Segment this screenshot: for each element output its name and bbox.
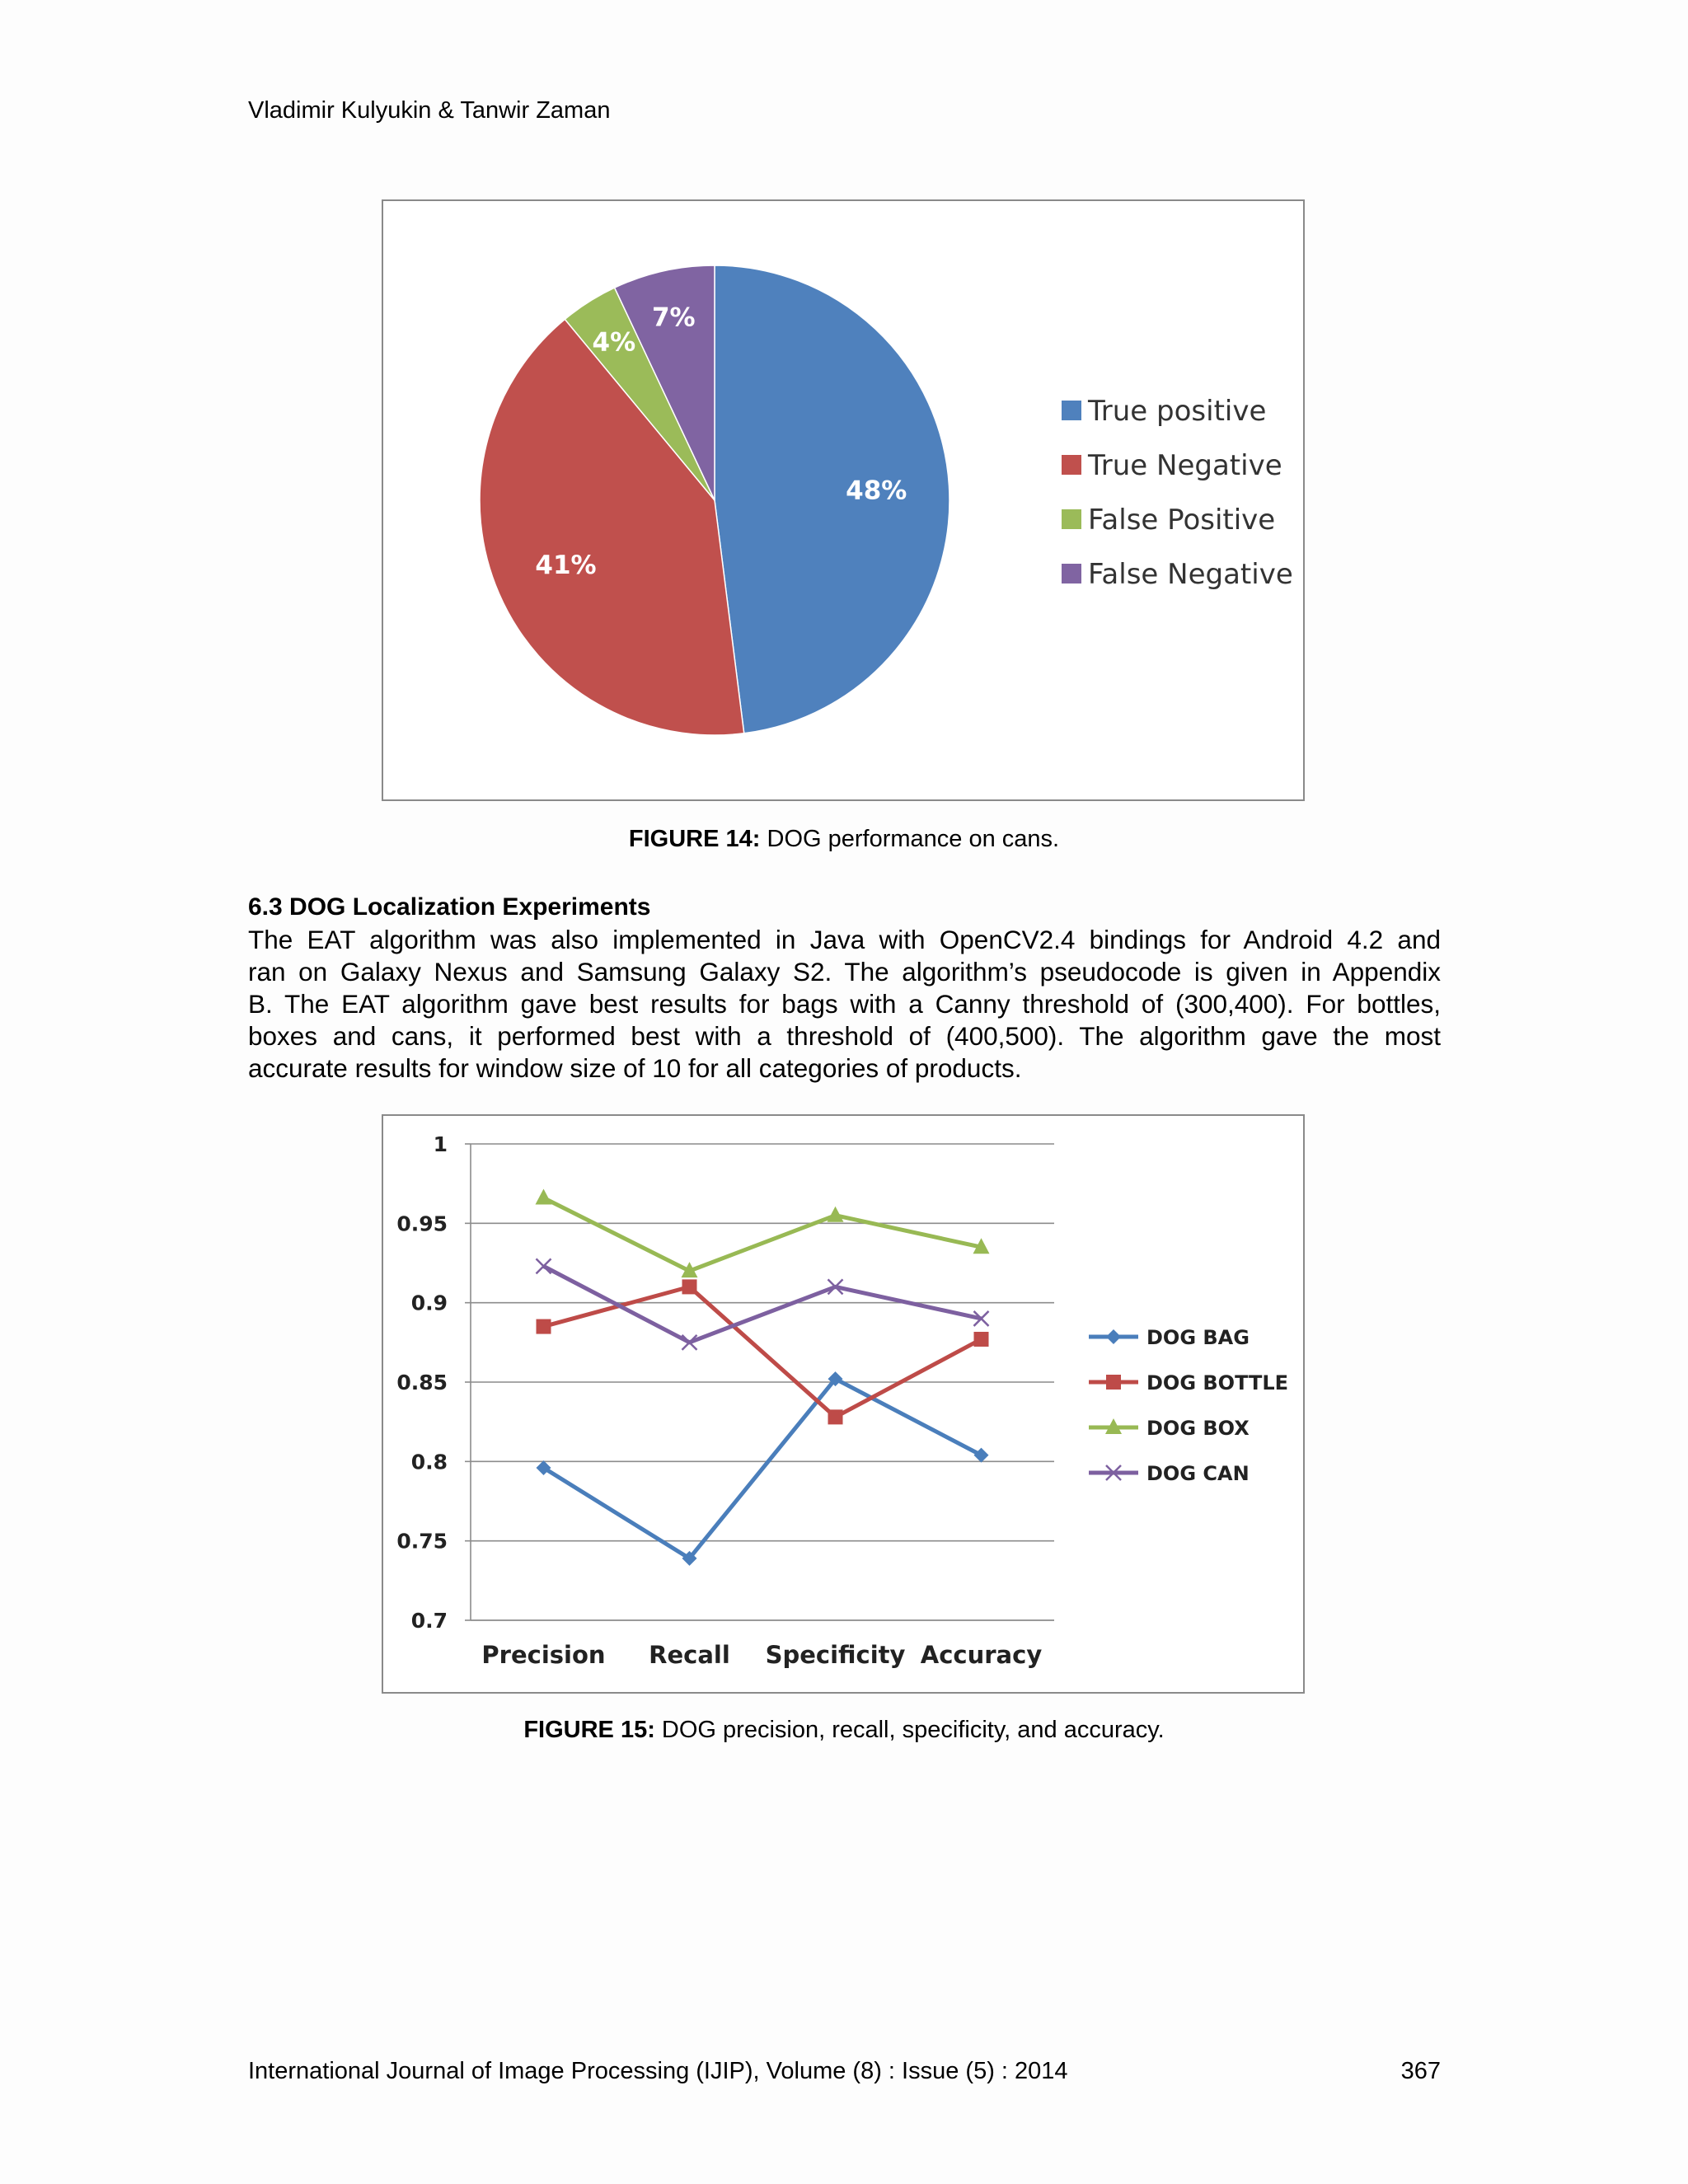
legend-swatch xyxy=(1062,455,1081,475)
body-line: accurate results for window size of 10 for all categories of products. xyxy=(248,1053,1022,1083)
data-point xyxy=(974,1332,989,1347)
figure-15-caption-label: FIGURE 15: xyxy=(523,1717,655,1743)
pie-slice-label: 4% xyxy=(592,327,636,358)
series-line xyxy=(544,1379,982,1558)
figure-14-caption xyxy=(0,826,1688,853)
legend-entry xyxy=(1089,1371,1288,1394)
data-point xyxy=(828,1409,843,1424)
section-heading: 6.3 DOG Localization Experiments xyxy=(248,893,651,921)
footer-journal: International Journal of Image Processing (IJIP), Volume (8) : Issue (5) : 2014 xyxy=(248,2058,1068,2084)
figure-15-chart xyxy=(382,1114,1305,1694)
body-line: ran on Galaxy Nexus and Samsung Galaxy S2. The algorithm’s pseudocode is given in Appendix xyxy=(248,957,1441,987)
series-line xyxy=(544,1266,982,1342)
data-point xyxy=(1106,1375,1121,1390)
figure-14-caption-label: FIGURE 14: xyxy=(628,826,761,852)
pie-chart-svg xyxy=(383,201,1303,799)
data-point xyxy=(537,1258,551,1273)
data-point xyxy=(828,1207,844,1222)
data-point xyxy=(682,1279,697,1294)
x-tick-label: Recall xyxy=(649,1641,730,1669)
legend-label: DOG BOX xyxy=(1146,1417,1250,1440)
figure-14-caption-text: DOG performance on cans. xyxy=(760,826,1060,852)
body-line: boxes and cans, it performed best with a threshold of (400,500). The algorithm gave the most xyxy=(248,1021,1441,1051)
data-point xyxy=(536,1189,552,1205)
legend-swatch xyxy=(1062,564,1081,583)
body-line: The EAT algorithm was also implemented in Java with OpenCV2.4 bindings for Android 4.2 and xyxy=(248,925,1441,954)
x-tick-label: Specificity xyxy=(765,1641,906,1669)
figure-15-caption-text: DOG precision, recall, specificity, and accuracy. xyxy=(654,1717,1165,1743)
legend-entry xyxy=(1089,1417,1250,1440)
figure-14-chart xyxy=(382,199,1305,801)
legend-label: DOG BAG xyxy=(1146,1326,1250,1349)
legend-entry: True Negative xyxy=(1088,449,1282,482)
body-paragraph xyxy=(248,924,1441,1085)
y-tick-label: 0.7 xyxy=(410,1609,448,1633)
y-tick-label: 1 xyxy=(433,1132,448,1156)
body-line: B. The EAT algorithm gave best results for bags with a Canny threshold of (300,400). For bottles, xyxy=(248,989,1441,1019)
footer-page-number: 367 xyxy=(1400,2058,1441,2084)
series-dog-can xyxy=(537,1258,989,1349)
running-head: Vladimir Kulyukin & Tanwir Zaman xyxy=(248,97,611,124)
series-dog-bottle xyxy=(537,1279,989,1424)
y-tick-label: 0.9 xyxy=(410,1291,448,1315)
x-tick-label: Accuracy xyxy=(920,1641,1043,1669)
y-tick-label: 0.8 xyxy=(410,1450,448,1474)
figure-15-caption xyxy=(0,1717,1688,1744)
legend-entry: True positive xyxy=(1088,395,1267,428)
line-chart-svg xyxy=(383,1116,1303,1692)
series-dog-bag xyxy=(537,1371,989,1566)
y-tick-label: 0.85 xyxy=(396,1371,448,1394)
legend-label: DOG BOTTLE xyxy=(1146,1371,1289,1394)
data-point xyxy=(1106,1329,1121,1344)
pie-slice xyxy=(715,265,950,733)
legend-entry xyxy=(1089,1462,1250,1485)
y-tick-label: 0.75 xyxy=(396,1529,448,1554)
y-tick-label: 0.95 xyxy=(396,1212,448,1236)
pie-slice-label: 48% xyxy=(846,476,907,506)
legend-label: DOG CAN xyxy=(1146,1462,1250,1485)
data-point xyxy=(537,1319,551,1334)
x-tick-label: Precision xyxy=(481,1641,606,1669)
legend-entry xyxy=(1089,1326,1250,1349)
legend-swatch xyxy=(1062,509,1081,529)
series-dog-box xyxy=(536,1189,990,1278)
series-line xyxy=(544,1198,982,1272)
legend-entry: False Positive xyxy=(1088,504,1276,537)
legend-entry: False Negative xyxy=(1088,558,1293,591)
data-point xyxy=(974,1448,989,1463)
pie-slice-label: 41% xyxy=(535,551,597,581)
pie-slice-label: 7% xyxy=(651,302,696,333)
legend-swatch xyxy=(1062,401,1081,420)
